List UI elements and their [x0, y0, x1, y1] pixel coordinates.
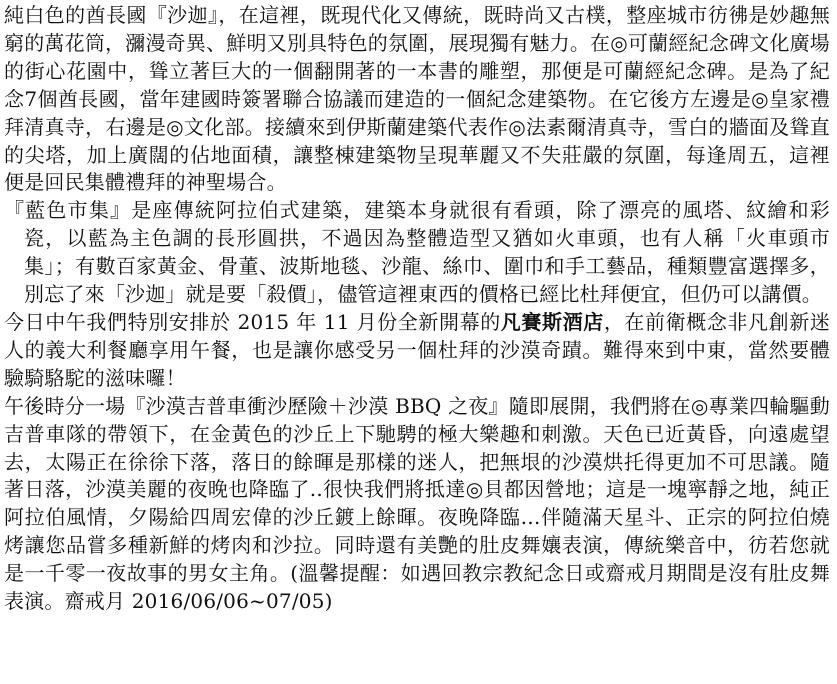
paragraph-blue-souk: [4, 197, 830, 309]
hotel-name: 凡賽斯酒店: [500, 309, 604, 334]
paragraph-lunch: [4, 309, 830, 393]
paragraph-text: 純白色的酋長國『沙迦』，在這裡，既現代化又傳統，既時尚又古樸，整座城市彷彿是妙趣無窮的萬花筒，瀰漫奇異、鮮明又別具特色的氛圍，展現獨有魅力。在◎可蘭經紀念碑文化廣場的街心花園中，聳立著巨大的一個翻開著的一本書的雕塑，那便是可蘭經紀念碑。是為了紀念7個酋長國，當年建國時簽署聯合協議而建造的一個紀念建築物。在它後方左邊是◎皇家禮拜清真寺，右邊是◎文化部。接續來到伊斯蘭建築代表作◎法素爾清真寺，雪白的牆面及聳直的尖塔，加上廣闊的佔地面積，讓整棟建築物呈現華麗又不失莊嚴的氛圍，每逢周五，這裡便是回民集體禮拜的神聖場合。: [4, 3, 830, 195]
paragraph-text: 午後時分一場『沙漠吉普車衝沙歷險＋沙漠 BBQ 之夜』隨即展開，我們將在◎專業四輪驅動吉普車隊的帶領下，在金黃色的沙丘上下馳騁的極大樂趣和刺激。天色已近黃昏，向遠處望去，太陽正在徐徐下落，落日的餘暉是那樣的迷人，把無垠的沙漠烘托得更加不可思議。隨著日落，沙漠美麗的夜晚也降臨了..很快我們將抵達◎貝都因營地；這是一塊寧靜之地，純正阿拉伯風情，夕陽給四周宏偉的沙丘鍍上餘暉。夜晚降臨…伴隨滿天星斗、正宗的阿拉伯燒烤讓您品嘗多種新鮮的烤肉和沙拉。同時還有美艷的肚皮舞孃表演，傳統樂音中，彷若您就是一千零一夜故事的男女主角。(溫馨提醒：如遇回教宗教紀念日或齋戒月期間是沒有肚皮舞表演。齋戒月 2016/06/06~07/05): [4, 393, 830, 614]
paragraph-text: ，在前衛概念非凡創新迷人的義大利餐廳享用午餐，也是讓你感受另一個杜拜的沙漠奇蹟。難得來到中東，當然要體驗騎駱駝的滋味囉！: [4, 309, 831, 390]
paragraph-desert-safari: [4, 393, 830, 616]
itinerary-document: [4, 2, 830, 616]
paragraph-text: 『藍色市集』是座傳統阿拉伯式建築，建築本身就很有看頭，除了漂亮的風塔、紋繪和彩瓷，以藍為主色調的長形圓拱，不過因為整體造型又猶如火車頭，也有人稱「火車頭市集」；有數百家黃金、骨董、波斯地毯、沙龍、絲巾、圍巾和手工藝品，種類豐富選擇多，別忘了來「沙迦」就是要「殺價」，儘管這裡東西的價格已經比杜拜便宜，但仍可以講價。: [4, 198, 830, 307]
paragraph-text: 今日中午我們特別安排於 2015 年 11 月份全新開幕的: [4, 309, 501, 334]
paragraph-sharjah-intro: [4, 2, 830, 197]
